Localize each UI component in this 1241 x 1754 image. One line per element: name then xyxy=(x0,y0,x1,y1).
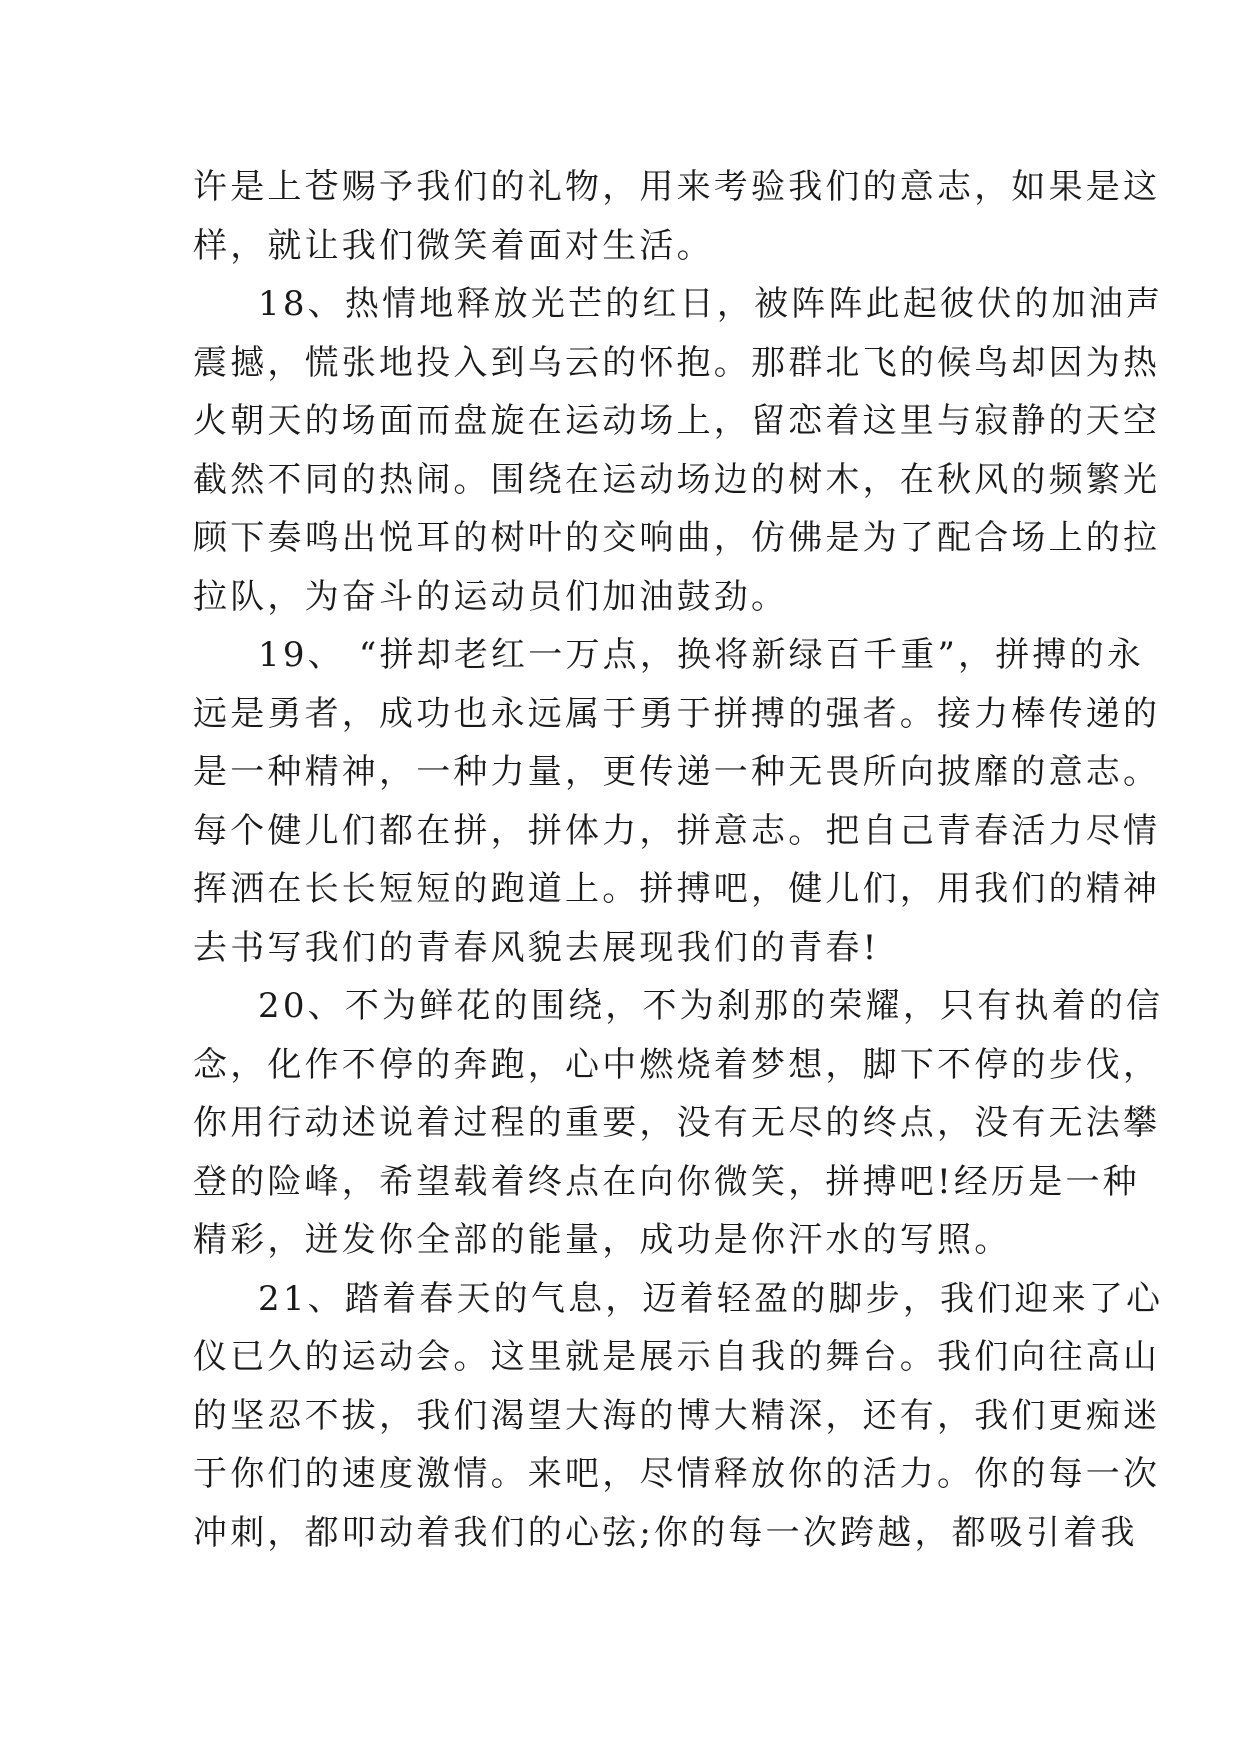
text-line: 念，化作不停的奔跑，心中燃烧着梦想，脚下不停的步伐， xyxy=(193,1044,1161,1085)
text-line: 于你们的速度激情。来吧，尽情释放你的活力。你的每一次 xyxy=(193,1454,1161,1494)
text-line: 震撼，慌张地投入到乌云的怀抱。那群北飞的候鸟却因为热 xyxy=(193,342,1161,383)
text-line: 去书写我们的青春风貌去展现我们的青春! xyxy=(193,927,880,968)
text-line: 你用行动述说着过程的重要，没有无尽的终点，没有无法攀 xyxy=(193,1103,1161,1143)
text-line: 拉队，为奋斗的运动员们加油鼓劲。 xyxy=(193,576,789,617)
document-body xyxy=(193,158,1164,1562)
paragraph-17-continued xyxy=(193,158,1161,275)
paragraph-20 xyxy=(193,977,1164,1270)
text-line: 样，就让我们微笑着面对生活。 xyxy=(193,225,714,266)
text-line: 是一种精神，一种力量，更传递一种无畏所向披靡的意志。 xyxy=(193,752,1161,792)
text-line: 火朝天的场面而盘旋在运动场上，留恋着这里与寂静的天空 xyxy=(193,401,1161,441)
text-line: 冲刺，都叩动着我们的心弦;你的每一次跨越，都吸引着我 xyxy=(193,1512,1138,1553)
text-line: 每个健儿们都在拼，拼体力，拼意志。把自己青春活力尽情 xyxy=(193,810,1161,851)
text-line: 的坚忍不拔，我们渴望大海的博大精深，还有，我们更痴迷 xyxy=(193,1395,1161,1436)
text-line: 21、踏着春天的气息，迈着轻盈的脚步，我们迎来了心 xyxy=(258,1278,1164,1319)
text-line: 许是上苍赐予我们的礼物，用来考验我们的意志，如果是这 xyxy=(193,167,1161,207)
text-line: 仪已久的运动会。这里就是展示自我的舞台。我们向往高山 xyxy=(193,1337,1161,1377)
text-line: 18、热情地释放光芒的红日，被阵阵此起彼伏的加油声 xyxy=(258,284,1164,324)
text-line: 截然不同的热闹。围绕在运动场边的树木，在秋风的频繁光 xyxy=(193,459,1161,500)
paragraph-19 xyxy=(193,626,1161,977)
text-line: 登的险峰，希望载着终点在向你微笑，拼搏吧!经历是一种 xyxy=(193,1161,1140,1202)
text-line: 精彩，迸发你全部的能量，成功是你汗水的写照。 xyxy=(193,1220,1012,1260)
paragraph-18 xyxy=(193,275,1164,626)
text-line: 20、不为鲜花的围绕，不为刹那的荣耀，只有执着的信 xyxy=(258,986,1164,1026)
text-line: 挥洒在长长短短的跑道上。拼搏吧，健儿们，用我们的精神 xyxy=(193,869,1161,909)
text-line: 远是勇者，成功也永远属于勇于拼搏的强者。接力棒传递的 xyxy=(193,693,1161,734)
paragraph-21 xyxy=(193,1270,1164,1563)
text-line: 19、 “拼却老红一万点，换将新绿百千重”，拼搏的永 xyxy=(258,635,1145,675)
text-line: 顾下奏鸣出悦耳的树叶的交响曲，仿佛是为了配合场上的拉 xyxy=(193,518,1161,558)
